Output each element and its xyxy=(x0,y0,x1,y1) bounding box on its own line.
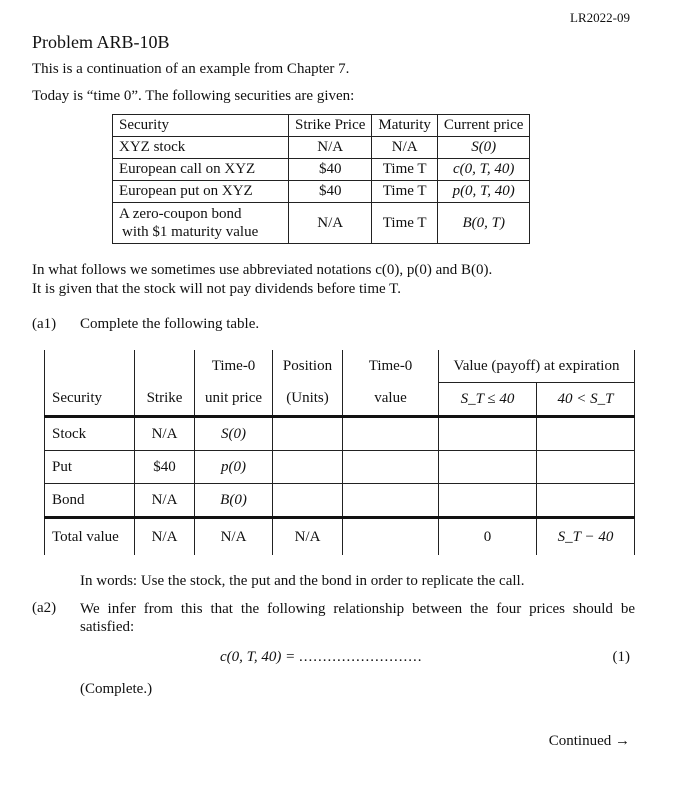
cell-total-value-input[interactable] xyxy=(343,518,439,556)
cell-unit-price: p(0) xyxy=(195,451,273,484)
cell-value-input[interactable] xyxy=(343,451,439,484)
cell-maturity: N/A xyxy=(372,137,438,159)
cell-strike: N/A xyxy=(289,137,372,159)
table-row xyxy=(45,417,635,451)
securities-table-header xyxy=(113,115,530,137)
part-a2-text: We infer from this that the following relationship between the four prices should be satisfied: xyxy=(80,601,635,635)
cell-position-input[interactable] xyxy=(273,451,343,484)
continued-label: Continued → xyxy=(548,733,630,749)
complete-instruction: (Complete.) xyxy=(80,681,153,697)
cell-price: S(0) xyxy=(437,137,530,159)
cell-strike: $40 xyxy=(289,181,372,203)
cell-strike: $40 xyxy=(135,451,195,484)
cell-strike: N/A xyxy=(289,203,372,244)
cell-total-payoff-high: S_T − 40 xyxy=(537,518,635,556)
cell-maturity: Time T xyxy=(372,159,438,181)
header-payoff: Value (payoff) at expiration xyxy=(439,350,635,383)
cell-maturity: Time T xyxy=(372,181,438,203)
cell-position-input[interactable] xyxy=(273,484,343,518)
equation-number: (1) xyxy=(612,649,630,665)
cell-price: B(0, T) xyxy=(437,203,530,244)
cell-security: Put xyxy=(45,451,135,484)
intro-line-1: This is a continuation of an example from Chapter 7. xyxy=(32,61,350,77)
intro-line-2: Today is “time 0”. The following securities are given: xyxy=(32,88,355,104)
total-value-row xyxy=(45,518,635,556)
header-value: value xyxy=(343,383,439,417)
problem-title: Problem ARB-10B xyxy=(32,32,170,52)
table-row xyxy=(45,451,635,484)
table-row xyxy=(113,159,530,181)
cell-total-strike: N/A xyxy=(135,518,195,556)
cell-unit-price: S(0) xyxy=(195,417,273,451)
cell-strike: N/A xyxy=(135,417,195,451)
table-row xyxy=(113,137,530,159)
equation xyxy=(220,649,423,666)
equation-lhs: c(0, T, 40) = xyxy=(220,649,296,665)
cell-payoff-high-input[interactable] xyxy=(537,417,635,451)
cell-maturity: Time T xyxy=(372,203,438,244)
header-maturity: Maturity xyxy=(372,115,438,137)
cell-security-line-1: A zero-coupon bond xyxy=(119,206,242,222)
cell-security: XYZ stock xyxy=(113,137,289,159)
replication-table xyxy=(44,350,635,555)
header-unit-price: unit price xyxy=(195,383,273,417)
notes-line-2: It is given that the stock will not pay dividends before time T. xyxy=(32,281,401,297)
header-strike: Strike xyxy=(135,383,195,417)
cell-security: European call on XYZ xyxy=(113,159,289,181)
header-strike-price: Strike Price xyxy=(289,115,372,137)
cell-payoff-low-input[interactable] xyxy=(439,484,537,518)
notes-line-1: In what follows we sometimes use abbreviated notations c(0), p(0) and B(0). xyxy=(32,262,493,278)
header-payoff-high: 40 < S_T xyxy=(537,383,635,417)
part-a1-instruction: Complete the following table. xyxy=(80,316,260,332)
table-row xyxy=(113,203,530,244)
part-a1-label: (a1) xyxy=(32,316,57,332)
equation-blank[interactable]: .......................... xyxy=(299,649,423,665)
table-row xyxy=(45,484,635,518)
part-a2-label: (a2) xyxy=(32,600,57,616)
header-current-price: Current price xyxy=(437,115,530,137)
cell-security xyxy=(113,203,289,244)
document-code: LR2022-09 xyxy=(570,10,630,25)
cell-payoff-low-input[interactable] xyxy=(439,451,537,484)
cell-strike: $40 xyxy=(289,159,372,181)
cell-payoff-low-input[interactable] xyxy=(439,417,537,451)
cell-strike: N/A xyxy=(135,484,195,518)
replication-header-row-2 xyxy=(45,383,635,417)
cell-total-payoff-low: 0 xyxy=(439,518,537,556)
cell-payoff-high-input[interactable] xyxy=(537,484,635,518)
table-row xyxy=(113,181,530,203)
cell-value-input[interactable] xyxy=(343,417,439,451)
cell-payoff-high-input[interactable] xyxy=(537,451,635,484)
cell-unit-price: B(0) xyxy=(195,484,273,518)
header-security: Security xyxy=(113,115,289,137)
cell-total-price: N/A xyxy=(195,518,273,556)
cell-security: European put on XYZ xyxy=(113,181,289,203)
in-words-line: In words: Use the stock, the put and the bond in order to replicate the call. xyxy=(80,573,525,589)
cell-total-position: N/A xyxy=(273,518,343,556)
cell-security: Stock xyxy=(45,417,135,451)
cell-total-label: Total value xyxy=(45,518,135,556)
header-position: Position xyxy=(273,350,343,383)
header-time0-b: Time-0 xyxy=(343,350,439,383)
cell-security: Bond xyxy=(45,484,135,518)
cell-security-line-2: with $1 maturity value xyxy=(122,224,259,240)
securities-table xyxy=(112,114,530,244)
header-payoff-low: S_T ≤ 40 xyxy=(439,383,537,417)
replication-header-row-1 xyxy=(45,350,635,383)
cell-price: c(0, T, 40) xyxy=(437,159,530,181)
cell-position-input[interactable] xyxy=(273,417,343,451)
header-units: (Units) xyxy=(273,383,343,417)
cell-price: p(0, T, 40) xyxy=(437,181,530,203)
cell-value-input[interactable] xyxy=(343,484,439,518)
header-security: Security xyxy=(45,383,135,417)
header-time0-a: Time-0 xyxy=(195,350,273,383)
